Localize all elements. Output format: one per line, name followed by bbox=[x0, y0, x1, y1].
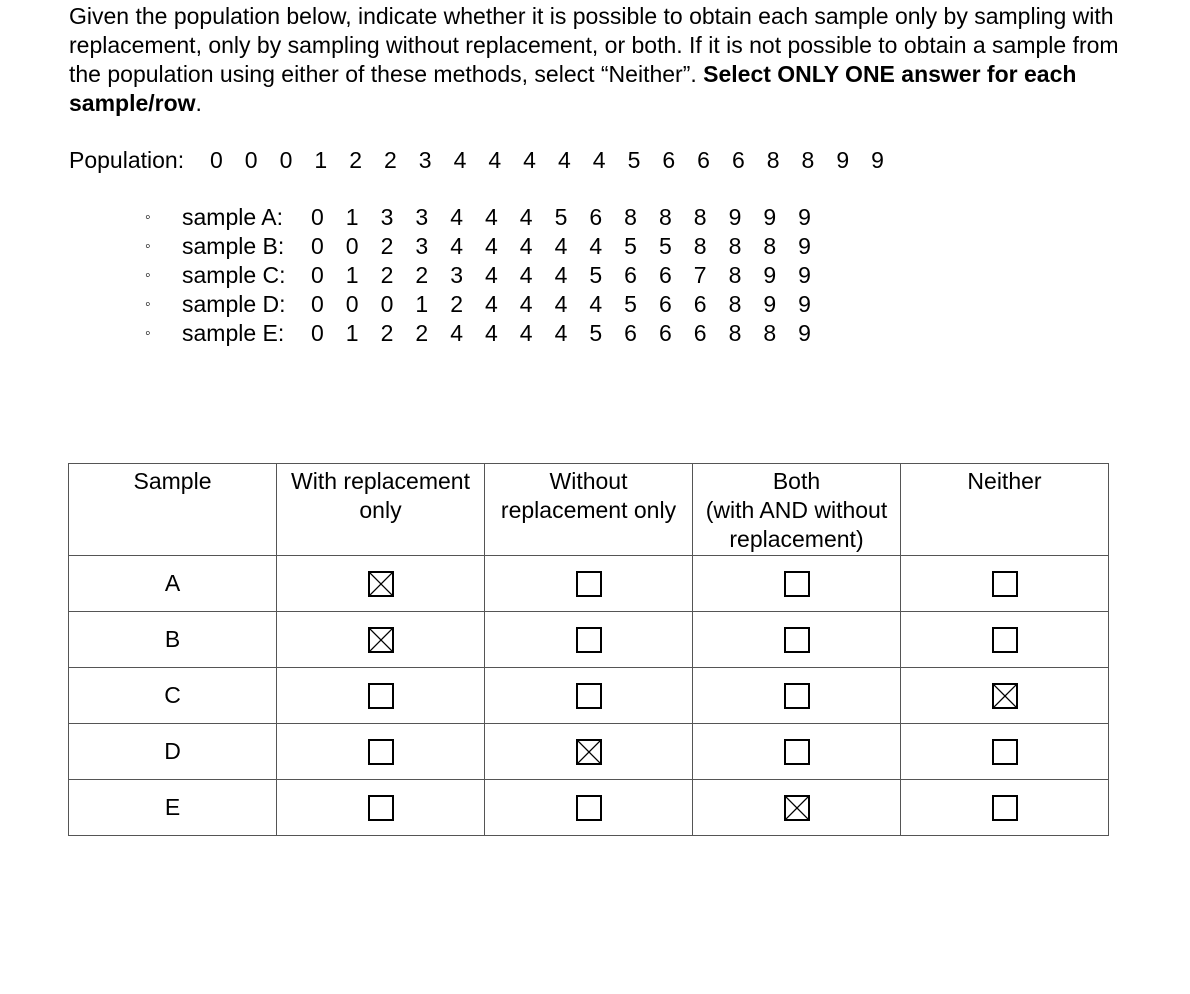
sample-value: 8 bbox=[624, 204, 637, 230]
sample-value: 8 bbox=[728, 233, 742, 259]
sample-value: 8 bbox=[693, 233, 707, 259]
sample-value: 4 bbox=[519, 291, 533, 317]
sample-value: 4 bbox=[450, 233, 463, 259]
row-sample-label: D bbox=[69, 724, 277, 780]
population-value: 1 bbox=[314, 147, 328, 173]
row-sample-label: C bbox=[69, 668, 277, 724]
population-value: 4 bbox=[488, 147, 502, 173]
cell-neither bbox=[901, 612, 1109, 668]
sample-value: 9 bbox=[798, 291, 811, 317]
checkbox[interactable] bbox=[784, 683, 810, 709]
checkbox[interactable] bbox=[576, 627, 602, 653]
sample-value: 9 bbox=[763, 291, 777, 317]
sample-list bbox=[145, 203, 822, 348]
population-value: 4 bbox=[453, 147, 467, 173]
circle-bullet-icon: ◦ bbox=[145, 267, 151, 284]
header-both bbox=[693, 464, 901, 556]
population-value: 4 bbox=[523, 147, 536, 173]
sample-value: 4 bbox=[450, 320, 463, 346]
sample-value: 6 bbox=[693, 320, 707, 346]
header-neither bbox=[901, 464, 1109, 556]
population-value: 6 bbox=[662, 147, 676, 173]
population-label: Population: bbox=[69, 147, 185, 173]
checkbox[interactable] bbox=[576, 795, 602, 821]
sample-value: 8 bbox=[728, 262, 742, 288]
sample-value: 1 bbox=[345, 204, 359, 230]
cell-without bbox=[485, 780, 693, 836]
population-value: 5 bbox=[627, 147, 641, 173]
checkbox-checked[interactable] bbox=[992, 683, 1018, 709]
checkbox[interactable] bbox=[992, 627, 1018, 653]
population-value: 8 bbox=[766, 147, 780, 173]
population-value: 6 bbox=[697, 147, 710, 173]
header-with-replacement bbox=[277, 464, 485, 556]
sample-value: 6 bbox=[658, 320, 672, 346]
circle-bullet-icon: ◦ bbox=[145, 325, 151, 342]
instructions-text: Given the population below, indicate whether it is possible to obtain each sample only by sampling with replacement, only by sampling without replacement, or both. If it is not possible to obtain a sample from the population using either of these methods, select “Neither”. bbox=[69, 3, 1119, 87]
sample-value: 0 bbox=[311, 262, 324, 288]
cross-mark-icon bbox=[370, 629, 392, 651]
header-sample bbox=[69, 464, 277, 556]
header-with-line1: With replacement bbox=[291, 468, 470, 494]
sample-value: 9 bbox=[763, 262, 777, 288]
sample-value: 8 bbox=[763, 320, 777, 346]
sample-value: 4 bbox=[519, 320, 533, 346]
answer-table-body bbox=[69, 556, 1109, 836]
sample-value: 4 bbox=[554, 291, 568, 317]
sample-label: sample B: bbox=[182, 233, 285, 259]
sample-value: 4 bbox=[484, 320, 498, 346]
cell-with bbox=[277, 724, 485, 780]
header-without-replacement bbox=[485, 464, 693, 556]
sample-value: 0 bbox=[311, 233, 324, 259]
sample-value: 8 bbox=[728, 320, 742, 346]
cell-without bbox=[485, 724, 693, 780]
sample-value: 9 bbox=[763, 204, 777, 230]
population-value: 6 bbox=[731, 147, 745, 173]
sample-value: 4 bbox=[519, 233, 533, 259]
sample-value: 6 bbox=[658, 291, 672, 317]
sample-value: 0 bbox=[345, 291, 359, 317]
cell-neither bbox=[901, 780, 1109, 836]
header-both-line2: (with AND without bbox=[705, 497, 888, 523]
checkbox-checked[interactable] bbox=[368, 571, 394, 597]
checkbox[interactable] bbox=[784, 627, 810, 653]
sample-value: 5 bbox=[624, 233, 637, 259]
sample-value: 4 bbox=[484, 291, 498, 317]
circle-bullet-icon: ◦ bbox=[145, 209, 151, 226]
cross-mark-icon bbox=[370, 573, 392, 595]
cell-neither bbox=[901, 556, 1109, 612]
sample-value: 4 bbox=[484, 204, 498, 230]
cross-mark-icon bbox=[994, 685, 1016, 707]
answer-row bbox=[69, 724, 1109, 780]
sample-value: 3 bbox=[415, 204, 429, 230]
answer-row bbox=[69, 780, 1109, 836]
population-value: 2 bbox=[349, 147, 362, 173]
cell-neither bbox=[901, 668, 1109, 724]
checkbox[interactable] bbox=[368, 739, 394, 765]
sample-value: 0 bbox=[311, 320, 324, 346]
cross-mark-icon bbox=[578, 741, 600, 763]
sample-value: 5 bbox=[624, 291, 637, 317]
sample-value: 2 bbox=[380, 262, 394, 288]
cell-neither bbox=[901, 724, 1109, 780]
sample-value: 7 bbox=[693, 262, 707, 288]
sample-value: 2 bbox=[415, 320, 429, 346]
header-without-line2: replacement only bbox=[500, 497, 677, 523]
checkbox[interactable] bbox=[576, 683, 602, 709]
sample-item bbox=[145, 232, 822, 261]
population-value: 3 bbox=[418, 147, 432, 173]
header-without-line1: Without bbox=[549, 468, 628, 494]
population-line bbox=[69, 145, 895, 175]
population-value: 4 bbox=[557, 147, 571, 173]
cross-mark-icon bbox=[786, 797, 808, 819]
sample-label: sample D: bbox=[182, 291, 286, 317]
sample-value: 4 bbox=[554, 233, 568, 259]
sample-value: 3 bbox=[380, 204, 394, 230]
sample-label: sample C: bbox=[182, 262, 286, 288]
sample-value: 2 bbox=[415, 262, 429, 288]
answer-table bbox=[68, 463, 1109, 836]
cell-without bbox=[485, 668, 693, 724]
checkbox[interactable] bbox=[368, 795, 394, 821]
population-value: 4 bbox=[592, 147, 606, 173]
population-value: 9 bbox=[871, 147, 884, 173]
cell-both bbox=[693, 780, 901, 836]
checkbox[interactable] bbox=[992, 795, 1018, 821]
cell-with bbox=[277, 668, 485, 724]
sample-item bbox=[145, 319, 822, 348]
sample-value: 0 bbox=[345, 233, 359, 259]
population-value: 0 bbox=[210, 147, 223, 173]
checkbox[interactable] bbox=[784, 739, 810, 765]
sample-item bbox=[145, 203, 822, 232]
population-value: 8 bbox=[801, 147, 815, 173]
population-value: 2 bbox=[383, 147, 397, 173]
checkbox-checked[interactable] bbox=[576, 739, 602, 765]
circle-bullet-icon: ◦ bbox=[145, 238, 151, 255]
checkbox-checked[interactable] bbox=[368, 627, 394, 653]
instructions-period: . bbox=[195, 90, 202, 116]
sample-value: 4 bbox=[484, 262, 498, 288]
cell-with bbox=[277, 556, 485, 612]
sample-value: 1 bbox=[345, 320, 359, 346]
cell-with bbox=[277, 612, 485, 668]
population-value: 0 bbox=[279, 147, 293, 173]
cell-both bbox=[693, 612, 901, 668]
population-value: 9 bbox=[836, 147, 850, 173]
sample-value: 5 bbox=[554, 204, 568, 230]
sample-value: 4 bbox=[519, 204, 533, 230]
sample-value: 5 bbox=[589, 262, 603, 288]
sample-value: 1 bbox=[415, 291, 429, 317]
sample-value: 4 bbox=[589, 291, 603, 317]
sample-value: 2 bbox=[450, 291, 463, 317]
sample-item bbox=[145, 290, 822, 319]
checkbox-checked[interactable] bbox=[784, 795, 810, 821]
checkbox[interactable] bbox=[368, 683, 394, 709]
checkbox[interactable] bbox=[992, 739, 1018, 765]
sample-label: sample E: bbox=[182, 320, 285, 346]
sample-value: 9 bbox=[798, 233, 811, 259]
cell-both bbox=[693, 724, 901, 780]
sample-value: 9 bbox=[798, 320, 811, 346]
answer-row bbox=[69, 668, 1109, 724]
answer-row bbox=[69, 612, 1109, 668]
checkbox[interactable] bbox=[784, 571, 810, 597]
sample-value: 4 bbox=[519, 262, 533, 288]
circle-bullet-icon: ◦ bbox=[145, 296, 151, 313]
sample-value: 9 bbox=[728, 204, 742, 230]
sample-value: 0 bbox=[380, 291, 394, 317]
sample-value: 2 bbox=[380, 233, 394, 259]
sample-value: 6 bbox=[624, 262, 637, 288]
cell-without bbox=[485, 556, 693, 612]
sample-value: 4 bbox=[484, 233, 498, 259]
instructions-emphasis: Select ONLY ONE answer for each sample/row bbox=[69, 61, 1077, 116]
header-sample-label: Sample bbox=[133, 468, 212, 494]
sample-value: 8 bbox=[693, 204, 707, 230]
instructions bbox=[69, 2, 1129, 118]
sample-item bbox=[145, 261, 822, 290]
header-neither-label: Neither bbox=[967, 468, 1042, 494]
sample-value: 4 bbox=[554, 320, 568, 346]
checkbox[interactable] bbox=[576, 571, 602, 597]
sample-value: 4 bbox=[589, 233, 603, 259]
population-values bbox=[199, 147, 895, 173]
sample-value: 4 bbox=[554, 262, 568, 288]
sample-value: 3 bbox=[450, 262, 463, 288]
sample-value: 8 bbox=[658, 204, 672, 230]
sample-value: 6 bbox=[658, 262, 672, 288]
sample-value: 9 bbox=[798, 204, 811, 230]
sample-value: 2 bbox=[380, 320, 394, 346]
sample-value: 0 bbox=[311, 204, 324, 230]
checkbox[interactable] bbox=[992, 571, 1018, 597]
row-sample-label: E bbox=[69, 780, 277, 836]
cell-without bbox=[485, 612, 693, 668]
sample-value: 6 bbox=[589, 204, 603, 230]
sample-value: 3 bbox=[415, 233, 429, 259]
header-both-line1: Both bbox=[772, 468, 821, 494]
sample-value: 8 bbox=[728, 291, 742, 317]
answer-row bbox=[69, 556, 1109, 612]
sample-label: sample A: bbox=[182, 204, 283, 230]
header-both-line3: replacement) bbox=[729, 526, 864, 552]
population-value: 0 bbox=[244, 147, 258, 173]
sample-value: 6 bbox=[693, 291, 707, 317]
cell-both bbox=[693, 668, 901, 724]
header-with-line2: only bbox=[359, 497, 402, 523]
sample-value: 0 bbox=[311, 291, 324, 317]
row-sample-label: B bbox=[69, 612, 277, 668]
row-sample-label: A bbox=[69, 556, 277, 612]
sample-value: 6 bbox=[624, 320, 637, 346]
sample-value: 5 bbox=[589, 320, 603, 346]
sample-value: 5 bbox=[658, 233, 672, 259]
sample-value: 8 bbox=[763, 233, 777, 259]
cell-with bbox=[277, 780, 485, 836]
answer-table-header bbox=[69, 464, 1109, 556]
cell-both bbox=[693, 556, 901, 612]
sample-value: 9 bbox=[798, 262, 811, 288]
sample-value: 1 bbox=[345, 262, 359, 288]
sample-value: 4 bbox=[450, 204, 463, 230]
